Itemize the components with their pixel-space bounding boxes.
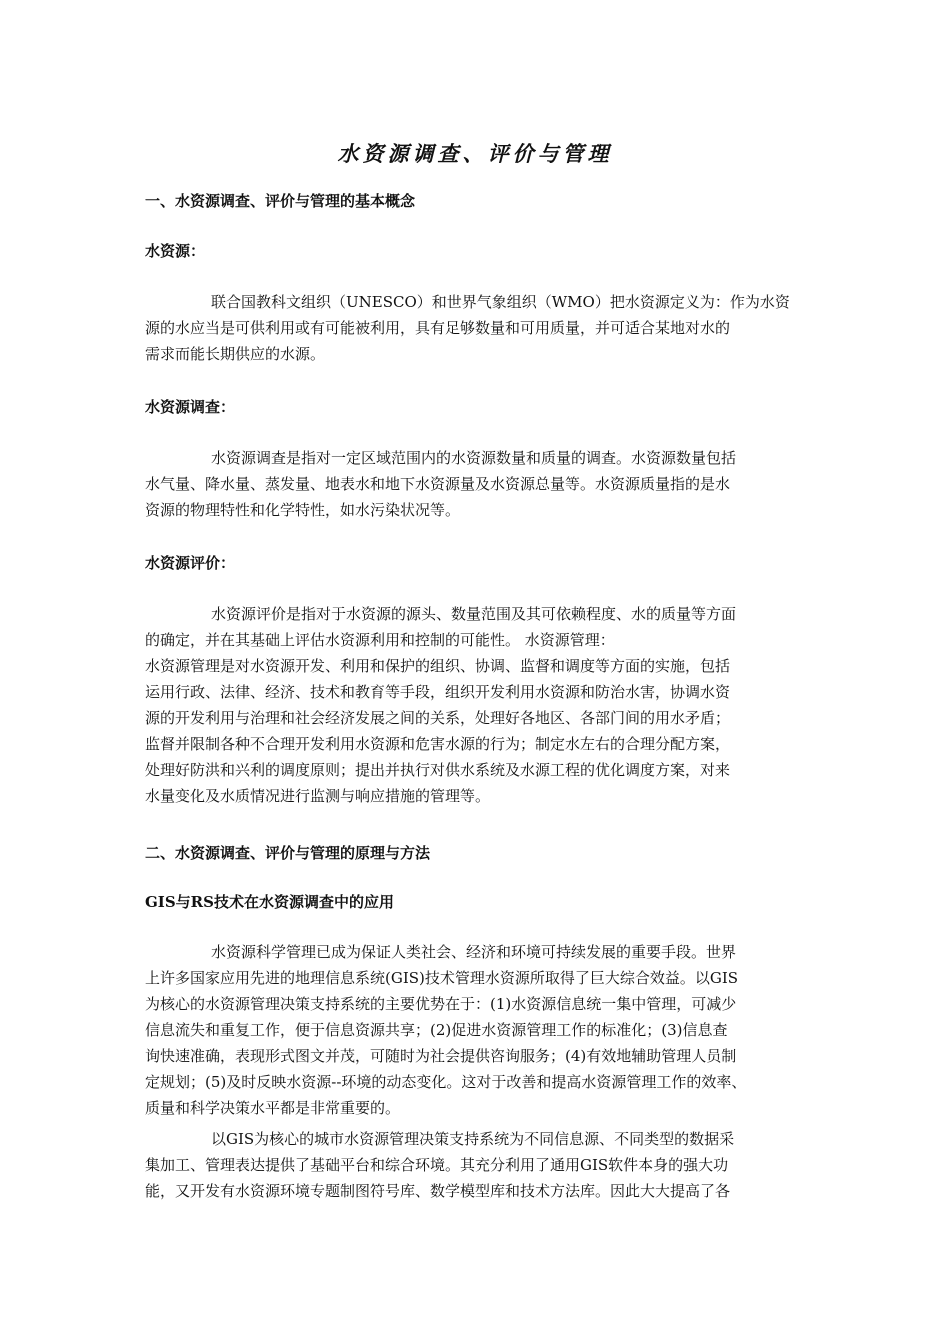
- paragraph-line: 水气量、降水量、蒸发量、地表水和地下水资源量及水资源总量等。水资源质量指的是水: [145, 475, 731, 493]
- paragraph-line: 水资源调查是指对一定区域范围内的水资源数量和质量的调查。水资源数量包括: [211, 449, 737, 467]
- water-resources-label: 水资源：: [145, 242, 206, 260]
- document-title: 水资源调查、评价与管理: [337, 141, 613, 166]
- paragraph-line: 定规划；(5)及时反映水资源--环境的动态变化。这对于改善和提高水资源管理工作的效率、: [145, 1073, 747, 1091]
- paragraph-line: 资源的物理特性和化学特性，如水污染状况等。: [145, 501, 461, 519]
- survey-label: 水资源调查：: [145, 398, 236, 416]
- paragraph-line: 水资源科学管理已成为保证人类社会、经济和环境可持续发展的重要手段。世界: [211, 943, 737, 961]
- paragraph-line: 为核心的水资源管理决策支持系统的主要优势在于：(1)水资源信息统一集中管理，可减少: [145, 995, 737, 1013]
- paragraph-line: 需求而能长期供应的水源。: [145, 345, 326, 363]
- paragraph-line: 水资源管理是对水资源开发、利用和保护的组织、协调、监督和调度等方面的实施，包括: [145, 657, 731, 675]
- paragraph-line: 监督并限制各种不合理开发利用水资源和危害水源的行为；制定水左右的合理分配方案，: [145, 735, 731, 753]
- paragraph-line: 集加工、管理表达提供了基础平台和综合环境。其充分利用了通用GIS软件本身的强大功: [145, 1156, 729, 1174]
- paragraph-line: 源的水应当是可供利用或有可能被利用，具有足够数量和可用质量，并可适合某地对水的: [145, 319, 731, 337]
- paragraph-line: 的确定，并在其基础上评估水资源利用和控制的可能性。 水资源管理：: [145, 631, 615, 649]
- section1-heading: 一、水资源调查、评价与管理的基本概念: [145, 192, 416, 210]
- paragraph-line: 运用行政、法律、经济、技术和教育等手段，组织开发利用水资源和防治水害，协调水资: [145, 683, 731, 701]
- paragraph-line: 源的开发利用与治理和社会经济发展之间的关系，处理好各地区、各部门间的用水矛盾；: [145, 709, 731, 727]
- section2-subheading: GIS与RS技术在水资源调查中的应用: [145, 893, 394, 911]
- section2-heading: 二、水资源调查、评价与管理的原理与方法: [145, 844, 431, 862]
- paragraph-line: 上许多国家应用先进的地理信息系统(GIS)技术管理水资源所取得了巨大综合效益。以GIS: [145, 969, 739, 987]
- paragraph-line: 水量变化及水质情况进行监测与响应措施的管理等。: [145, 787, 491, 805]
- paragraph-line: 联合国教科文组织（UNESCO）和世界气象组织（WMO）把水资源定义为：作为水资: [211, 293, 790, 311]
- paragraph-line: 信息流失和重复工作，便于信息资源共享；(2)促进水资源管理工作的标准化；(3)信息查: [145, 1021, 728, 1039]
- paragraph-line: 质量和科学决策水平都是非常重要的。: [145, 1099, 401, 1117]
- paragraph-line: 能，又开发有水资源环境专题制图符号库、数学模型库和技术方法库。因此大大提高了各: [145, 1182, 731, 1200]
- paragraph-line: 询快速准确，表现形式图文并茂，可随时为社会提供咨询服务；(4)有效地辅助管理人员制: [145, 1047, 737, 1065]
- paragraph-line: 以GIS为核心的城市水资源管理决策支持系统为不同信息源、不同类型的数据采: [211, 1130, 735, 1148]
- evaluation-label: 水资源评价：: [145, 554, 236, 572]
- paragraph-line: 处理好防洪和兴利的调度原则；提出并执行对供水系统及水源工程的优化调度方案，对来: [145, 761, 731, 779]
- paragraph-line: 水资源评价是指对于水资源的源头、数量范围及其可依赖程度、水的质量等方面: [211, 605, 737, 623]
